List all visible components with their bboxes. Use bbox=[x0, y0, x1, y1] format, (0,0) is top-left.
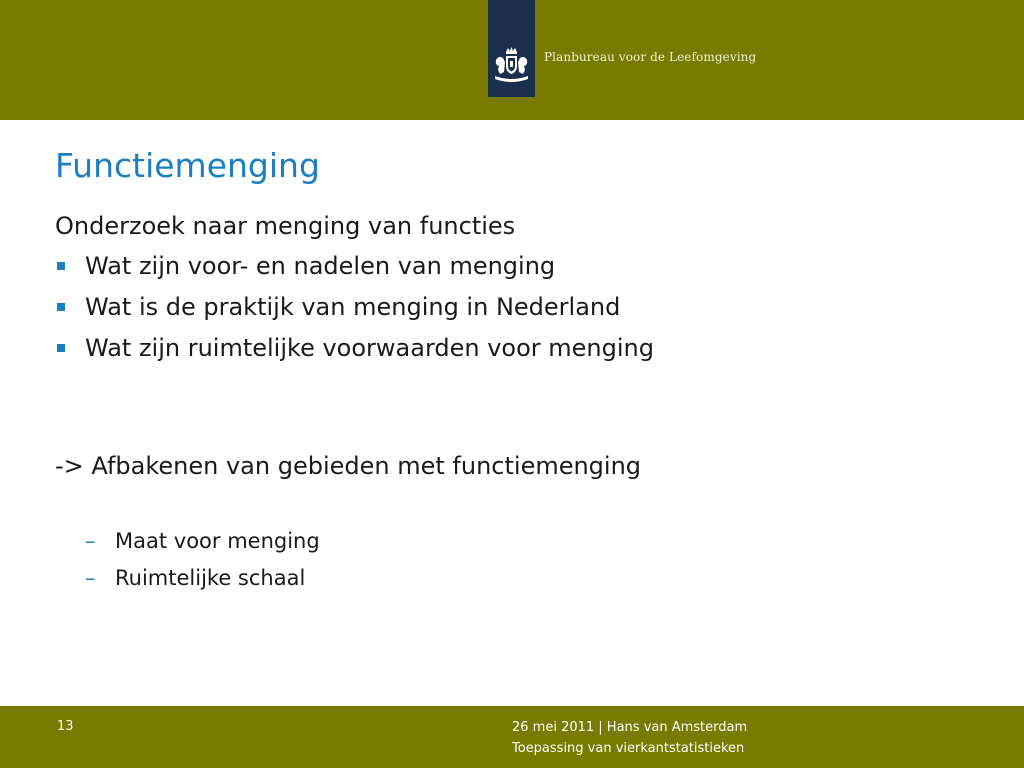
dash-bullet-icon: – bbox=[85, 529, 96, 553]
footer-date-author: 26 mei 2011 | Hans van Amsterdam bbox=[512, 720, 748, 735]
arrow-statement: -> Afbakenen van gebieden met functiemenging bbox=[55, 452, 642, 480]
bullet-label: Wat zijn ruimtelijke voorwaarden voor menging bbox=[85, 334, 654, 362]
sub-bullet-item bbox=[85, 526, 975, 563]
bullet-list bbox=[55, 247, 975, 370]
bullet-item bbox=[55, 288, 975, 329]
footer-band bbox=[0, 706, 1024, 768]
bullet-label: Wat is de praktijk van menging in Nederland bbox=[85, 293, 621, 321]
royal-coat-of-arms-icon bbox=[491, 46, 532, 84]
sub-bullet-list bbox=[85, 526, 975, 600]
organization-name: Planbureau voor de Leefomgeving bbox=[544, 50, 757, 64]
footer-subtitle: Toepassing van vierkantstatistieken bbox=[512, 741, 745, 756]
bullet-item bbox=[55, 329, 975, 370]
footer-info bbox=[512, 717, 747, 759]
sub-bullet-label: Ruimtelijke schaal bbox=[115, 566, 306, 590]
page-number: 13 bbox=[57, 719, 74, 734]
bullet-label: Wat zijn voor- en nadelen van menging bbox=[85, 252, 556, 280]
dash-bullet-icon: – bbox=[85, 566, 96, 590]
square-bullet-icon bbox=[57, 303, 65, 311]
square-bullet-icon bbox=[57, 344, 65, 352]
sub-bullet-item bbox=[85, 563, 975, 600]
square-bullet-icon bbox=[57, 262, 65, 270]
logo-block bbox=[488, 0, 535, 97]
slide-title: Functiemenging bbox=[55, 146, 320, 185]
slide-content bbox=[55, 207, 975, 600]
bullet-item bbox=[55, 247, 975, 288]
intro-text: Onderzoek naar menging van functies bbox=[55, 212, 516, 240]
sub-bullet-label: Maat voor menging bbox=[115, 529, 320, 553]
header-band bbox=[0, 0, 1024, 120]
